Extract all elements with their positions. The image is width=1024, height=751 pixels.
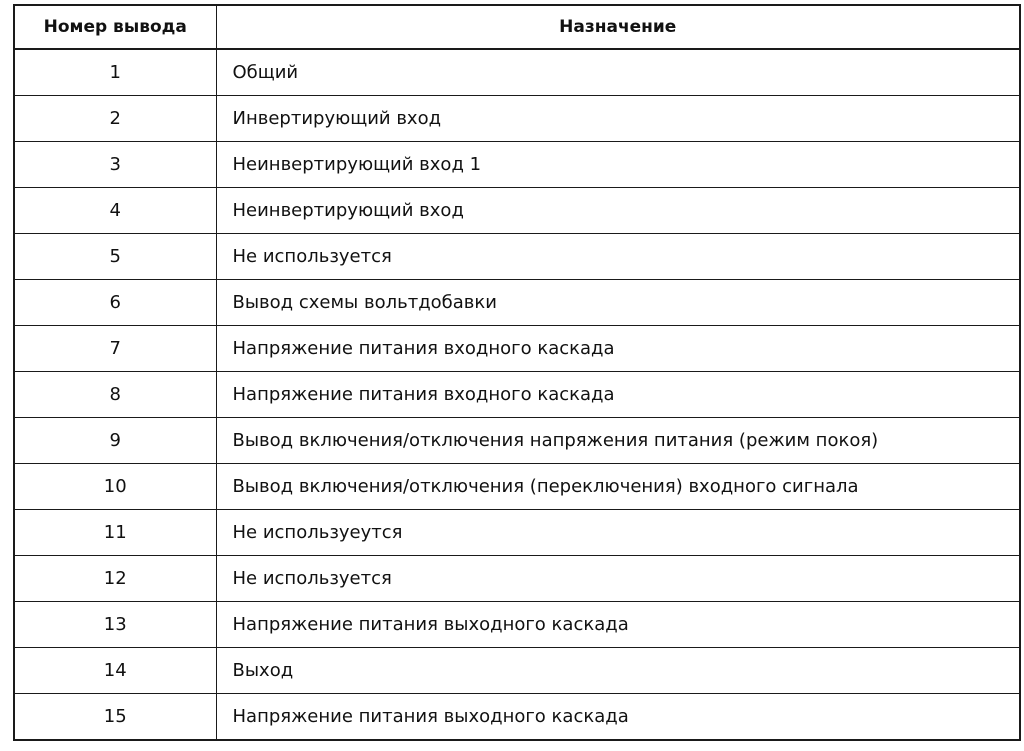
table-row <box>14 142 1020 188</box>
table-row <box>14 648 1020 694</box>
pin-number-cell: 13 <box>14 602 216 648</box>
pin-number-cell: 6 <box>14 280 216 326</box>
pin-number-cell: 1 <box>14 49 216 96</box>
pin-purpose-cell: Вывод включения/отключения напряжения питания (режим покоя) <box>216 418 1020 464</box>
pin-purpose-cell: Выход <box>216 648 1020 694</box>
pin-number-cell: 4 <box>14 188 216 234</box>
pin-number-cell: 2 <box>14 96 216 142</box>
table-row <box>14 418 1020 464</box>
pin-purpose-cell: Инвертирующий вход <box>216 96 1020 142</box>
table-row <box>14 372 1020 418</box>
pin-number-cell: 8 <box>14 372 216 418</box>
table-row <box>14 280 1020 326</box>
table-row <box>14 234 1020 280</box>
header-purpose: Назначение <box>216 5 1020 49</box>
table-row <box>14 556 1020 602</box>
table-row <box>14 49 1020 96</box>
pin-purpose-cell: Общий <box>216 49 1020 96</box>
pin-assignment-table <box>13 4 1021 741</box>
table-row <box>14 602 1020 648</box>
pin-number-cell: 3 <box>14 142 216 188</box>
pin-number-cell: 7 <box>14 326 216 372</box>
pin-purpose-cell: Напряжение питания входного каскада <box>216 372 1020 418</box>
pin-number-cell: 11 <box>14 510 216 556</box>
pin-purpose-cell: Неинвертирующий вход 1 <box>216 142 1020 188</box>
pin-purpose-cell: Напряжение питания входного каскада <box>216 326 1020 372</box>
table-row <box>14 188 1020 234</box>
pin-purpose-cell: Вывод включения/отключения (переключения) входного сигнала <box>216 464 1020 510</box>
header-pin-number: Номер вывода <box>14 5 216 49</box>
table-header-row <box>14 5 1020 49</box>
table-row <box>14 510 1020 556</box>
pin-number-cell: 14 <box>14 648 216 694</box>
pin-number-cell: 12 <box>14 556 216 602</box>
table-row <box>14 694 1020 741</box>
pin-number-cell: 15 <box>14 694 216 741</box>
pin-purpose-cell: Не используется <box>216 234 1020 280</box>
pin-number-cell: 5 <box>14 234 216 280</box>
pin-number-cell: 9 <box>14 418 216 464</box>
pin-number-cell: 10 <box>14 464 216 510</box>
pin-purpose-cell: Вывод схемы вольтдобавки <box>216 280 1020 326</box>
table-row <box>14 464 1020 510</box>
pin-purpose-cell: Не используется <box>216 556 1020 602</box>
pin-purpose-cell: Не используеутся <box>216 510 1020 556</box>
pin-purpose-cell: Напряжение питания выходного каскада <box>216 602 1020 648</box>
pin-purpose-cell: Напряжение питания выходного каскада <box>216 694 1020 741</box>
table-row <box>14 326 1020 372</box>
table-row <box>14 96 1020 142</box>
pin-purpose-cell: Неинвертирующий вход <box>216 188 1020 234</box>
